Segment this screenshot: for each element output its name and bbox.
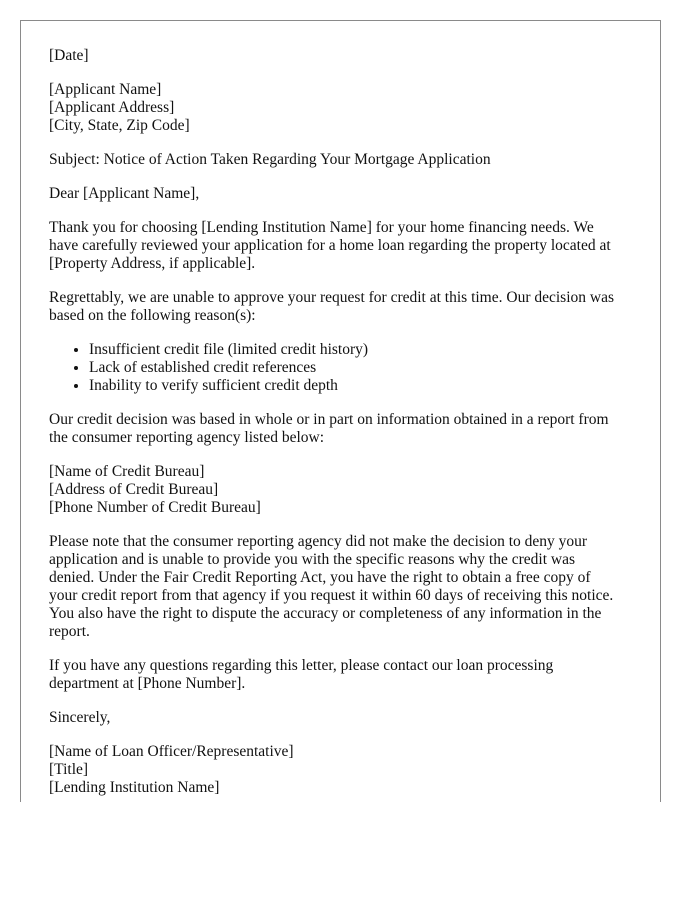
paragraph-contact: [49, 657, 632, 693]
reason-item: • Inability to verify sufficient credit depth: [89, 377, 632, 395]
signature-institution: [Lending Institution Name]: [49, 779, 220, 796]
paragraph-line: Our credit decision was based in whole or in part on information obtained in a report from: [49, 411, 609, 428]
paragraph-line: based on the following reason(s):: [49, 307, 256, 324]
reason-item: • Lack of established credit references: [89, 359, 632, 377]
paragraph-decision: [49, 289, 632, 325]
reason-item: • Insufficient credit file (limited credit history): [89, 341, 632, 359]
paragraph-line: Regrettably, we are unable to approve your request for credit at this time. Our decision was: [49, 289, 614, 306]
date-text: [Date]: [49, 47, 89, 64]
recipient-block: [49, 81, 632, 135]
recipient-city: [City, State, Zip Code]: [49, 117, 190, 134]
paragraph-agency: [49, 411, 632, 447]
salutation-text: Dear [Applicant Name],: [49, 185, 200, 202]
recipient-address: [Applicant Address]: [49, 99, 175, 116]
paragraph-line: department at [Phone Number].: [49, 675, 246, 692]
signature-title: [Title]: [49, 761, 89, 778]
letter-page: [20, 20, 661, 802]
subject-text: Subject: Notice of Action Taken Regarding Your Mortgage Application: [49, 151, 491, 168]
closing: [49, 709, 632, 727]
subject-line: [49, 151, 632, 169]
paragraph-thanks: [49, 219, 632, 273]
paragraph-line: Please note that the consumer reporting agency did not make the decision to deny your: [49, 533, 588, 550]
bureau-address: [Address of Credit Bureau]: [49, 481, 219, 498]
closing-text: Sincerely,: [49, 709, 111, 726]
letter-date: [49, 47, 632, 65]
paragraph-line: You also have the right to dispute the accuracy or completeness of any information in the: [49, 605, 602, 622]
recipient-name: [Applicant Name]: [49, 81, 162, 98]
paragraph-line: [Property Address, if applicable].: [49, 255, 256, 272]
paragraph-line: denied. Under the Fair Credit Reporting Act, you have the right to obtain a free copy of: [49, 569, 591, 586]
paragraph-line: application and is unable to provide you with the specific reasons why the credit was: [49, 551, 575, 568]
paragraph-line: If you have any questions regarding this letter, please contact our loan processing: [49, 657, 554, 674]
bureau-block: [49, 463, 632, 517]
paragraph-rights: [49, 533, 632, 641]
paragraph-line: Thank you for choosing [Lending Institution Name] for your home financing needs. We: [49, 219, 594, 236]
bureau-name: [Name of Credit Bureau]: [49, 463, 205, 480]
paragraph-line: have carefully reviewed your application for a home loan regarding the property located at: [49, 237, 611, 254]
signature-name: [Name of Loan Officer/Representative]: [49, 743, 294, 760]
paragraph-line: report.: [49, 623, 90, 640]
reasons-list: [49, 341, 632, 395]
signature-block: [49, 743, 632, 797]
paragraph-line: the consumer reporting agency listed below:: [49, 429, 325, 446]
paragraph-line: your credit report from that agency if you request it within 60 days of receiving this notice.: [49, 587, 614, 604]
bureau-phone: [Phone Number of Credit Bureau]: [49, 499, 261, 516]
salutation: [49, 185, 632, 203]
